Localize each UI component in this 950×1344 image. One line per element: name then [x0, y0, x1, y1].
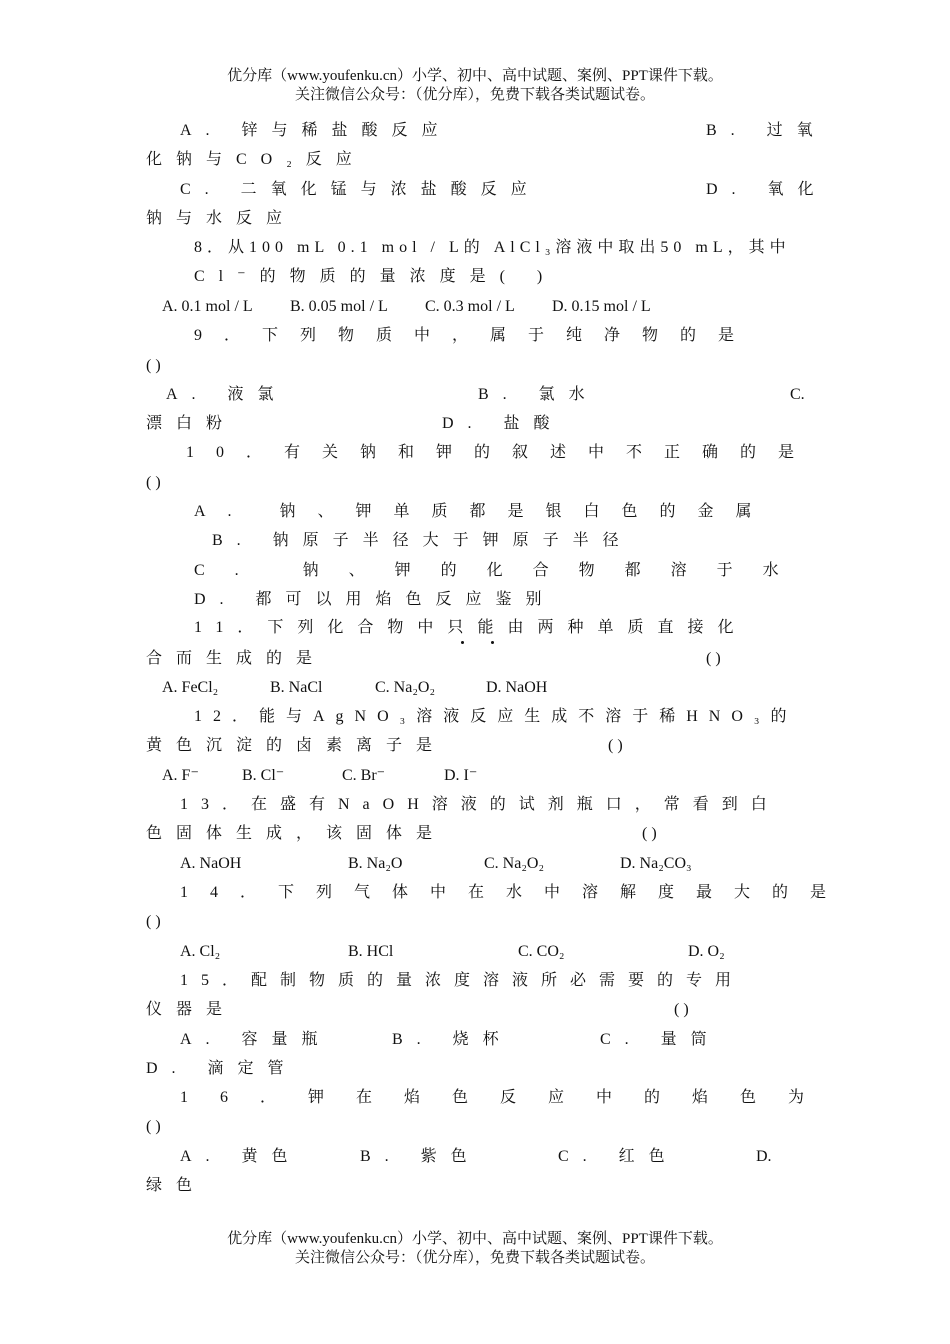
- q12-stem-line-2: 黄色沉淀的卤素离子是: [146, 737, 447, 754]
- q16-option-b: B. 紫色: [360, 1148, 481, 1165]
- q8-stem-line-1: 8．从100 mL 0.1 mol / L的 AlCl₃溶液中取出50 mL，其中: [194, 239, 791, 256]
- q11-option-d: D. NaOH: [486, 679, 548, 696]
- q16-option-c: C. 红色: [558, 1148, 679, 1165]
- q11-answer-paren: ( ): [706, 650, 721, 667]
- q11-stem-line-2: 合而生成的是: [146, 650, 327, 667]
- q15-stem-line-1: 15．配制物质的量浓度溶液所必需要的专用: [180, 972, 745, 989]
- q12-stem-line-1: 12．能与AgNO₃溶液反应生成不溶于稀HNO₃的: [194, 708, 798, 725]
- q12-answer-paren: ( ): [608, 737, 623, 754]
- q8-stem-line-2: Cl⁻的物质的量浓度是( ): [194, 268, 557, 285]
- q14-answer-paren: ( ): [146, 913, 161, 930]
- page-footer: [0, 1230, 950, 1268]
- q11-stem-post: 由两种单质直接化: [507, 619, 748, 636]
- q16-stem: 16．钾在焰色反应中的焰色为: [180, 1089, 837, 1106]
- q15-option-b: B. 烧杯: [392, 1031, 513, 1048]
- q15-option-c: C. 量筒: [600, 1031, 721, 1048]
- q7-option-b-head: B. 过氧: [706, 122, 827, 139]
- q12-option-a: A. F⁻: [162, 767, 199, 784]
- q9-option-a: A. 液氯: [166, 386, 288, 403]
- q13-option-c: C. Na₂O₂: [484, 855, 545, 872]
- q14-stem: 14．下列气体中在水中溶解度最大的是: [180, 884, 849, 901]
- q12-option-d: D. I⁻: [444, 767, 478, 784]
- q10-answer-paren: ( ): [146, 474, 161, 491]
- q9-option-c-tail: 漂白粉: [146, 415, 237, 432]
- q15-answer-paren: ( ): [674, 1001, 689, 1018]
- q8-option-a: A. 0.1 mol / L: [162, 298, 253, 315]
- q7-option-a: A. 锌与稀盐酸反应: [180, 122, 452, 139]
- q9-option-c-head: C.: [790, 386, 805, 403]
- q7-option-b-tail: 化钠与CO₂反应: [146, 151, 366, 168]
- q7-option-d-tail: 钠与水反应: [146, 210, 297, 227]
- q12-option-b: B. Cl⁻: [242, 767, 285, 784]
- q11-option-c: C. Na₂O₂: [375, 679, 436, 696]
- q9-option-d: D. 盐酸: [442, 415, 564, 432]
- header-line-2: 关注微信公众号：（优分库），免费下载各类试题试卷。: [294, 87, 655, 103]
- q8-option-c: C. 0.3 mol / L: [425, 298, 515, 315]
- footer-line-2: 关注微信公众号：（优分库），免费下载各类试题试卷。: [294, 1250, 655, 1266]
- header-line-1: 优分库（www.youfenku.cn）小学、初中、高中试题、案例、PPT课件下载。: [227, 68, 723, 84]
- q13-option-a: A. NaOH: [180, 855, 242, 872]
- q13-stem-line-1: 13．在盛有NaOH溶液的试剂瓶口，常看到白: [180, 796, 780, 813]
- q16-option-d-tail: 绿色: [146, 1177, 207, 1194]
- q9-option-b: B. 氯水: [478, 386, 599, 403]
- q13-option-b: B. Na₂O: [348, 855, 403, 872]
- q15-stem-line-2: 仪器是: [146, 1001, 237, 1018]
- q14-option-d: D. O₂: [688, 943, 725, 960]
- q12-option-c: C. Br⁻: [342, 767, 386, 784]
- footer-line-1: 优分库（www.youfenku.cn）小学、初中、高中试题、案例、PPT课件下载。: [227, 1231, 723, 1247]
- q14-option-a: A. Cl₂: [180, 943, 221, 960]
- q13-stem-line-2: 色固体生成，该固体是: [146, 825, 447, 842]
- q10-option-c: C. 钠、钾的化合物都溶于水: [194, 562, 809, 579]
- q7-option-d-head: D. 氧化: [706, 181, 828, 198]
- q11-emphasis-can: 能: [477, 619, 508, 636]
- q10-option-b: B. 钠原子半径大于钾原子半径: [212, 532, 633, 549]
- q11-stem-pre: 11．下列化合物中: [194, 619, 448, 636]
- q10-option-a: A. 钠、钾单质都是银白色的金属: [194, 503, 774, 520]
- q7-option-c: C. 二氧化锰与浓盐酸反应: [180, 181, 541, 198]
- q16-answer-paren: ( ): [146, 1118, 161, 1135]
- q11-option-a: A. FeCl₂: [162, 679, 219, 696]
- q13-option-d: D. Na₂CO₃: [620, 855, 692, 872]
- q10-stem: 10．有关钠和钾的叙述中不正确的是: [186, 444, 817, 461]
- q15-option-d: D. 滴定管: [146, 1060, 298, 1077]
- q8-option-b: B. 0.05 mol / L: [290, 298, 388, 315]
- q13-answer-paren: ( ): [642, 825, 657, 842]
- q9-stem: 9．下列物质中，属于纯净物的是: [194, 327, 757, 344]
- q16-option-a: A. 黄色: [180, 1148, 302, 1165]
- q9-answer-paren: ( ): [146, 357, 161, 374]
- q14-option-b: B. HCl: [348, 943, 394, 960]
- page-header: [0, 67, 950, 105]
- q16-option-d-head: D.: [756, 1148, 772, 1165]
- q11-option-b: B. NaCl: [270, 679, 323, 696]
- q10-option-d: D. 都可以用焰色反应鉴别: [194, 591, 556, 608]
- q15-option-a: A. 容量瓶: [180, 1031, 332, 1048]
- q14-option-c: C. CO₂: [518, 943, 565, 960]
- q11-emphasis-only: 只: [447, 619, 478, 636]
- q8-option-d: D. 0.15 mol / L: [552, 298, 651, 315]
- q11-stem-line-1: [194, 618, 747, 638]
